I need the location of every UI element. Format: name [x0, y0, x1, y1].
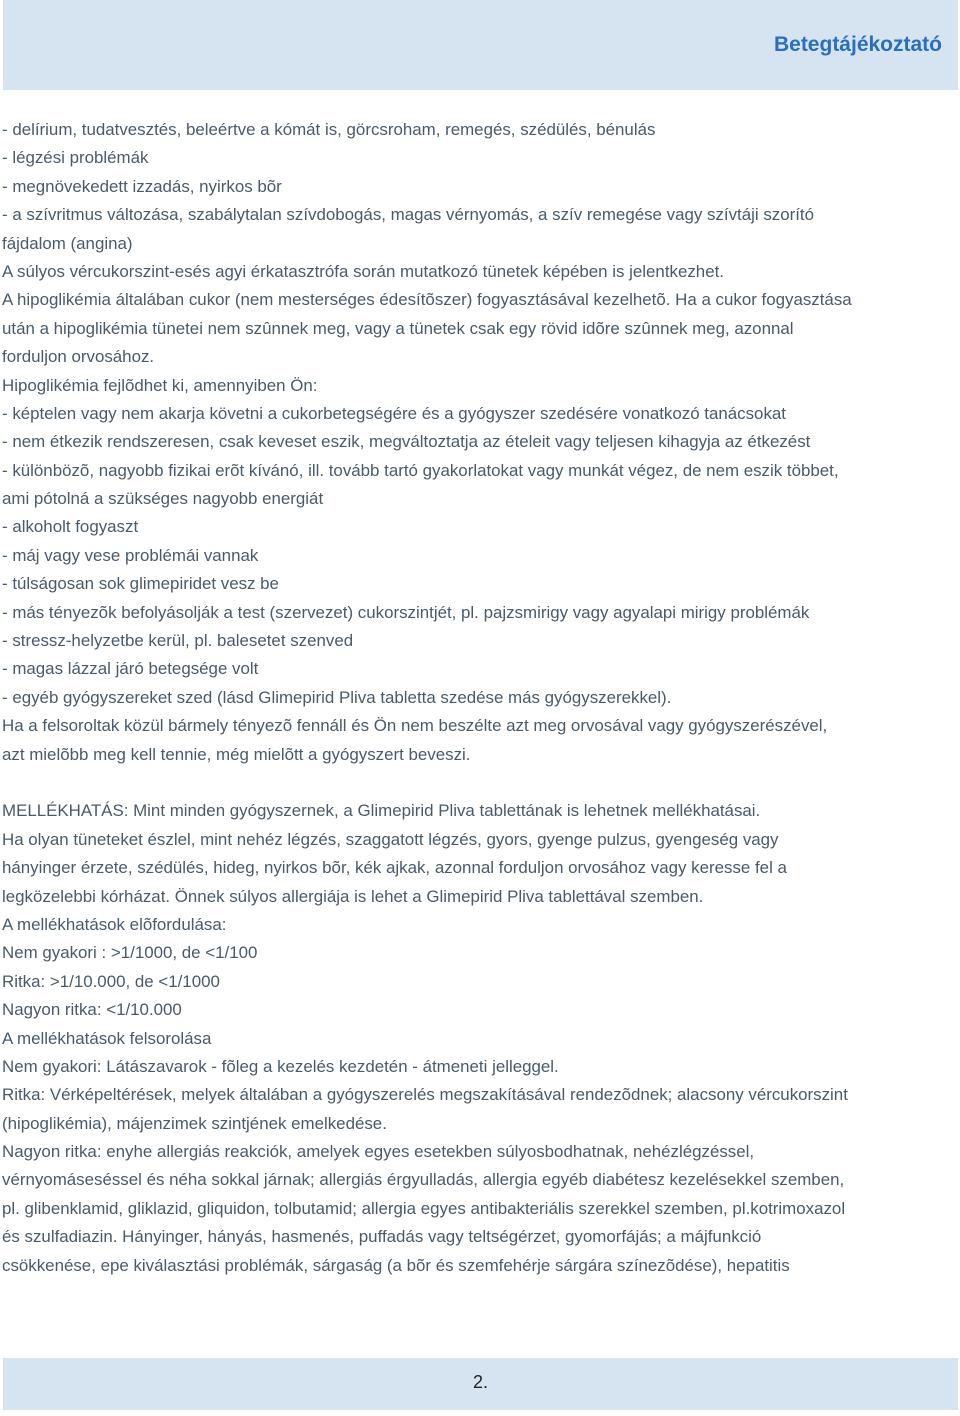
- text-line: ami pótolná a szükséges nagyobb energiát: [2, 489, 324, 509]
- text-line: - megnövekedett izzadás, nyirkos bõr: [2, 176, 282, 196]
- text-line: Nagyon ritka: enyhe allergiás reakciók, amelyek egyes esetekben súlyosbodhatnak, nehézlégzéssel,: [2, 1142, 755, 1162]
- text-line: Ritka: Vérképeltérések, melyek általában a gyógyszerelés megszakításával rendezõdnek; alacsony vércukorszint: [2, 1085, 848, 1105]
- text-line: - stressz-helyzetbe kerül, pl. balesetet szenved: [2, 631, 354, 651]
- text-line: Ha a felsoroltak közül bármely tényezõ fennáll és Ön nem beszélte azt meg orvosával vagy gyógyszerészével,: [2, 716, 828, 736]
- text-line: Ritka: >1/10.000, de <1/1000: [2, 971, 220, 991]
- text-line: hányinger érzete, szédülés, hideg, nyirkos bõr, kék ajkak, azonnal forduljon orvosához vagy keresse fel a: [2, 858, 787, 878]
- body-text: [2, 116, 958, 1280]
- page-header: [3, 0, 958, 90]
- text-line: A súlyos vércukorszint-esés agyi érkatasztrófa során mutatkozó tünetek képében is jelentkezhet.: [2, 261, 724, 281]
- text-line: vérnyomáseséssel és néha sokkal járnak; allergiás érgyulladás, allergia egyéb diabétesz kezelésekkel szemben,: [2, 1170, 845, 1190]
- text-line: forduljon orvosához.: [2, 347, 155, 367]
- text-line: MELLÉKHATÁS: Mint minden gyógyszernek, a Glimepirid Pliva tablettának is lehetnek mellékhatásai.: [2, 801, 761, 821]
- text-line: (hipoglikémia), májenzimek szintjének emelkedése.: [2, 1113, 387, 1133]
- text-line: - a szívritmus változása, szabálytalan szívdobogás, magas vérnyomás, a szív remegése vagy szívtáji szorító: [2, 205, 815, 225]
- text-line: Hipoglikémia fejlõdhet ki, amennyiben Ön:: [2, 375, 318, 395]
- page-number: 2.: [472, 1372, 488, 1392]
- text-line: A mellékhatások elõfordulása:: [2, 914, 227, 934]
- text-line: - képtelen vagy nem akarja követni a cukorbetegségére és a gyógyszer szedésére vonatkozó tanácsokat: [2, 403, 786, 423]
- text-line: - alkoholt fogyaszt: [2, 517, 139, 537]
- text-line: csökkenése, epe kiválasztási problémák, sárgaság (a bõr és szemfehérje sárgára színezõdése), hepatitis: [2, 1255, 790, 1275]
- text-line: - nem étkezik rendszeresen, csak keveset eszik, megváltoztatja az ételeit vagy teljesen kihagyja az étkezést: [2, 432, 811, 452]
- text-line: fájdalom (angina): [2, 233, 133, 253]
- text-line: - máj vagy vese problémái vannak: [2, 545, 259, 565]
- text-line: - légzési problémák: [2, 148, 149, 168]
- text-line: után a hipoglikémia tünetei nem szûnnek meg, vagy a tünetek csak egy rövid idõre szûnnek meg, azonnal: [2, 318, 794, 338]
- text-line: - magas lázzal járó betegsége volt: [2, 659, 259, 679]
- text-line: Nem gyakori: Látászavarok - fõleg a kezelés kezdetén - átmeneti jelleggel.: [2, 1056, 559, 1076]
- text-line: A mellékhatások felsorolása: [2, 1028, 212, 1048]
- text-line: Ha olyan tüneteket észlel, mint nehéz légzés, szaggatott légzés, gyors, gyenge pulzus, gyengeség vagy: [2, 829, 779, 849]
- text-line: pl. glibenklamid, gliklazid, gliquidon, tolbutamid; allergia egyes antibakteriális szerekkel szemben, pl.kotrimoxazol: [2, 1198, 846, 1218]
- text-line: azt mielõbb meg kell tennie, még mielõtt a gyógyszert beveszi.: [2, 744, 471, 764]
- text-line: A hipoglikémia általában cukor (nem mesterséges édesítõszer) fogyasztásával kezelhetõ. Ha a cukor fogyasztása: [2, 290, 852, 310]
- text-line: - egyéb gyógyszereket szed (lásd Glimepirid Pliva tabletta szedése más gyógyszerekkel).: [2, 687, 672, 707]
- text-line: legközelebbi kórházat. Önnek súlyos allergiája is lehet a Glimepirid Pliva tablettával szemben.: [2, 886, 704, 906]
- text-line: - más tényezõk befolyásolják a test (szervezet) cukorszintjét, pl. pajzsmirigy vagy agyalapi mirigy problémák: [2, 602, 810, 622]
- text-line: Nagyon ritka: <1/10.000: [2, 1000, 182, 1020]
- paragraph-gap: [2, 769, 958, 797]
- page-footer: [3, 1358, 958, 1410]
- document-title: Betegtájékoztató: [773, 33, 942, 56]
- text-line: - delírium, tudatvesztés, beleértve a kómát is, görcsroham, remegés, szédülés, bénulás: [2, 120, 656, 139]
- text-line: - túlságosan sok glimepiridet vesz be: [2, 574, 279, 594]
- text-line: Nem gyakori : >1/1000, de <1/100: [2, 943, 258, 963]
- text-line: - különbözõ, nagyobb fizikai erõt kívánó, ill. tovább tartó gyakorlatokat vagy munkát végez, de nem eszik többet,: [2, 460, 839, 480]
- text-line: és szulfadiazin. Hányinger, hányás, hasmenés, puffadás vagy teltségérzet, gyomorfájás; a májfunkció: [2, 1227, 762, 1247]
